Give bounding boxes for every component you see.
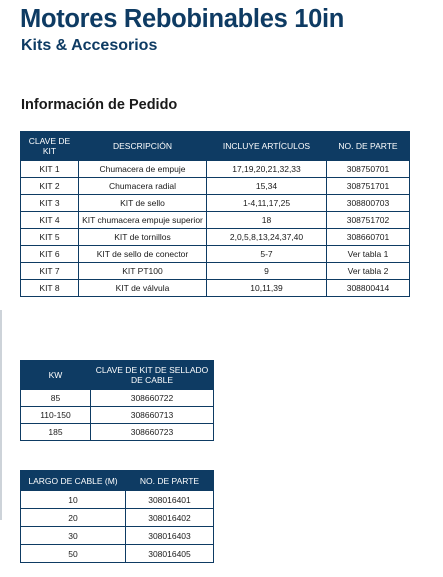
kit-key-cell: KIT 2	[21, 178, 79, 195]
cable-length-cell: 30	[21, 527, 126, 545]
part-number-cell: 308751702	[327, 212, 410, 229]
column-header-part-number: NO. DE PARTE	[126, 471, 214, 491]
table-row	[21, 407, 214, 424]
kits-table	[20, 131, 410, 297]
included-items-cell: 10,11,39	[207, 280, 327, 297]
table-row	[21, 424, 214, 441]
description-cell: KIT de sello de conector	[79, 246, 207, 263]
kit-key-cell: KIT 8	[21, 280, 79, 297]
kw-cell: 85	[21, 390, 91, 407]
seal-kit-key-cell: 308660713	[91, 407, 214, 424]
table-row	[21, 491, 214, 509]
description-cell: Chumacera radial	[79, 178, 207, 195]
kit-key-cell: KIT 1	[21, 161, 79, 178]
table-row	[21, 178, 410, 195]
seal-kit-key-cell: 308660722	[91, 390, 214, 407]
part-number-cell: 308800703	[327, 195, 410, 212]
page-edge-strip	[0, 310, 2, 520]
seal-table-header-row	[21, 361, 214, 390]
seal-kit-key-cell: 308660723	[91, 424, 214, 441]
kit-key-cell: KIT 7	[21, 263, 79, 280]
cable-seal-kit-table	[20, 360, 214, 441]
column-header-kw: KW	[21, 361, 91, 390]
page-title: Motores Rebobinables 10in	[20, 5, 345, 33]
column-header-kit-key: CLAVE DE KIT	[21, 132, 79, 161]
kit-key-cell: KIT 3	[21, 195, 79, 212]
description-cell: KIT de sello	[79, 195, 207, 212]
included-items-cell: 5-7	[207, 246, 327, 263]
included-items-cell: 17,19,20,21,32,33	[207, 161, 327, 178]
description-cell: Chumacera de empuje	[79, 161, 207, 178]
cable-length-cell: 10	[21, 491, 126, 509]
kit-key-cell: KIT 6	[21, 246, 79, 263]
cable-length-table	[20, 470, 214, 563]
kw-cell: 110-150	[21, 407, 91, 424]
part-number-cell: 308660701	[327, 229, 410, 246]
included-items-cell: 18	[207, 212, 327, 229]
table-row	[21, 527, 214, 545]
page-subtitle: Kits & Accesorios	[21, 37, 158, 54]
part-number-cell: 308016405	[126, 545, 214, 563]
cable-length-cell: 20	[21, 509, 126, 527]
part-number-cell: Ver tabla 2	[327, 263, 410, 280]
description-cell: KIT de válvula	[79, 280, 207, 297]
part-number-cell: Ver tabla 1	[327, 246, 410, 263]
part-number-cell: 308800414	[327, 280, 410, 297]
part-number-cell: 308016402	[126, 509, 214, 527]
included-items-cell: 15,34	[207, 178, 327, 195]
column-header-description: DESCRIPCIÓN	[79, 132, 207, 161]
part-number-cell: 308016403	[126, 527, 214, 545]
table-row	[21, 229, 410, 246]
table-row	[21, 161, 410, 178]
part-number-cell: 308750701	[327, 161, 410, 178]
kit-key-cell: KIT 5	[21, 229, 79, 246]
section-heading: Información de Pedido	[21, 97, 178, 113]
included-items-cell: 9	[207, 263, 327, 280]
table-row	[21, 280, 410, 297]
table-row	[21, 509, 214, 527]
table-row	[21, 263, 410, 280]
table-row	[21, 212, 410, 229]
description-cell: KIT PT100	[79, 263, 207, 280]
column-header-cable-length: LARGO DE CABLE (M)	[21, 471, 126, 491]
column-header-seal-kit-key: CLAVE DE KIT DE SELLADO DE CABLE	[91, 361, 214, 390]
description-cell: KIT chumacera empuje superior	[79, 212, 207, 229]
kit-key-cell: KIT 4	[21, 212, 79, 229]
table-row	[21, 390, 214, 407]
column-header-included-items: INCLUYE ARTÍCULOS	[207, 132, 327, 161]
cable-length-cell: 50	[21, 545, 126, 563]
cable-table-header-row	[21, 471, 214, 491]
description-cell: KIT de tornillos	[79, 229, 207, 246]
kits-table-header-row	[21, 132, 410, 161]
column-header-part-number: NO. DE PARTE	[327, 132, 410, 161]
included-items-cell: 2,0,5,8,13,24,37,40	[207, 229, 327, 246]
kw-cell: 185	[21, 424, 91, 441]
table-row	[21, 195, 410, 212]
part-number-cell: 308016401	[126, 491, 214, 509]
part-number-cell: 308751701	[327, 178, 410, 195]
table-row	[21, 246, 410, 263]
included-items-cell: 1-4,11,17,25	[207, 195, 327, 212]
table-row	[21, 545, 214, 563]
